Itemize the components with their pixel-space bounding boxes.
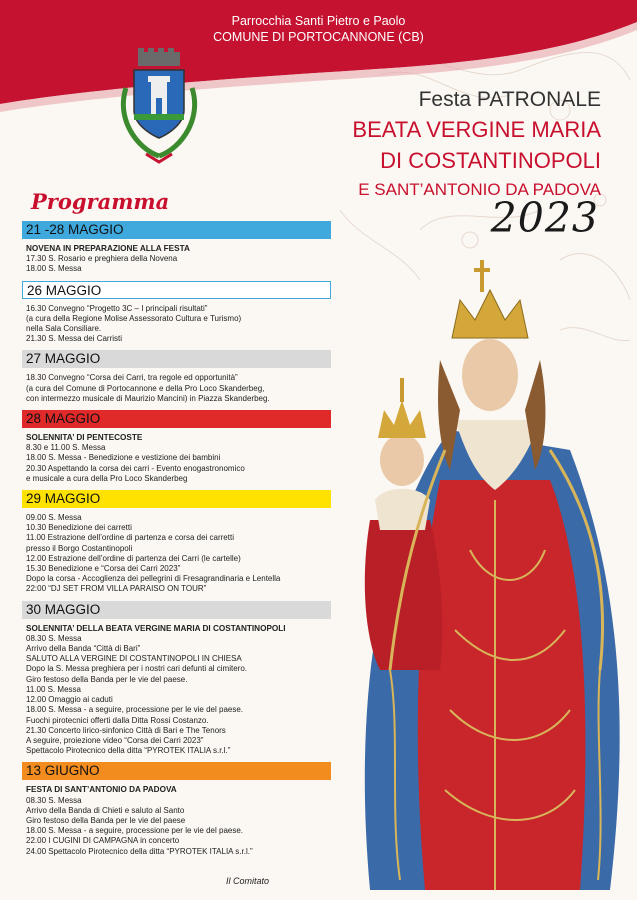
section-subtitle: FESTA DI SANT’ANTONIO DA PADOVA [26, 785, 177, 795]
program-heading: Programma [31, 189, 170, 214]
program-line: Giro festoso della Banda per le vie del paese [26, 815, 186, 825]
program-line: Dopo la S. Messa preghiera per i nostri cari defunti al cimitero. [26, 664, 247, 674]
program-line: e musicale a cura della Pro Loco Skanderbeg [26, 473, 188, 483]
program-line: 08.30 S. Messa [26, 633, 82, 643]
section-body [26, 299, 331, 345]
section-body [26, 428, 331, 484]
program-line: 8.30 e 11.00 S. Messa [26, 443, 106, 453]
program-line: 11.00 Estrazione dell’ordine di partenza e corsa dei carretti [26, 533, 234, 543]
section-date-bar: 30 MAGGIO [22, 601, 331, 619]
program-line: 18.30 Convegno “Corsa dei Carri, tra regole ed opportunità” [26, 373, 238, 383]
program-line: Arrivo della Banda “Città di Bari” [26, 644, 141, 654]
program-line: 18.00 S. Messa - a seguire, processione per le vie del paese. [26, 705, 244, 715]
program-line: SALUTO ALLA VERGINE DI COSTANTINOPOLI IN CHIESA [26, 654, 242, 664]
program-line: presso il Borgo Costantinopoli [26, 543, 133, 553]
program-line: 12.00 Omaggio ai caduti [26, 695, 113, 705]
program-line: 24.00 Spettacolo Pirotecnico della ditta “PYROTEK ITALIA s.r.l.” [26, 846, 253, 856]
section-body [26, 508, 331, 595]
section-body [26, 780, 331, 856]
section-date-bar: 27 MAGGIO [22, 350, 331, 368]
section-date-bar: 21 -28 MAGGIO [22, 221, 331, 239]
program-line: 22.00 I CUGINI DI CAMPAGNA in concerto [26, 836, 180, 846]
program-line: 18.00 S. Messa - Benedizione e vestizione dei bambini [26, 453, 221, 463]
program-line: 18.00 S. Messa [26, 264, 82, 274]
comune-name: COMUNE DI PORTOCANNONE (CB) [213, 30, 424, 44]
program-line: 15.30 Benedizione e “Corsa dei Carri 2023” [26, 564, 181, 574]
section-date-bar: 28 MAGGIO [22, 410, 331, 428]
program-line: (a cura della Regione Molise Assessorato Cultura e Turismo) [26, 313, 242, 323]
program-line: nella Sala Consiliare. [26, 324, 102, 334]
title-santantonio: E SANT’ANTONIO DA PADOVA [358, 180, 601, 199]
section-subtitle: NOVENA IN PREPARAZIONE ALLA FESTA [26, 244, 190, 253]
signature: Il Comitato [226, 876, 270, 886]
program-line: 09.00 S. Messa [26, 513, 82, 523]
program-line: Giro festoso della Banda per le vie del paese. [26, 674, 188, 684]
program-section [26, 281, 331, 345]
section-date-bar: 29 MAGGIO [22, 490, 331, 508]
program-section [26, 221, 331, 275]
program-line: 21.30 S. Messa dei Carristi [26, 334, 123, 344]
madonna-statue-illustration [330, 250, 637, 900]
program-line: 08.30 S. Messa [26, 795, 82, 805]
title-beata: BEATA VERGINE MARIA [352, 117, 601, 142]
program-line: 21.30 Concerto lirico-sinfonico Città di Bari e The Tenors [26, 725, 226, 735]
program-line: 10.30 Benedizione dei carretti [26, 523, 132, 533]
program-line: Dopo la corsa - Accoglienza dei pellegrini di Fresagrandinaria e Lentella [26, 574, 281, 584]
program-line: 16.30 Convegno “Progetto 3C – I principali risultati” [26, 303, 208, 313]
program-line: 20.30 Aspettando la corsa dei carri - Evento enogastronomico [26, 463, 245, 473]
program-line: 11.00 S. Messa [26, 684, 81, 694]
section-subtitle: SOLENNITA’ DELLA BEATA VERGINE MARIA DI COSTANTINOPOLI [26, 623, 286, 633]
program-line: 22:00 “DJ SET FROM VILLA PARAISO ON TOUR” [26, 584, 207, 594]
program-line: A seguire, proiezione video “Corsa dei Carri 2023” [26, 735, 204, 745]
program-section [26, 601, 331, 757]
section-body [26, 239, 331, 275]
section-subtitle: SOLENNITA’ DI PENTECOSTE [26, 433, 143, 443]
portocannone-coat-of-arms-icon [116, 48, 202, 168]
program-line: (a cura del Comune di Portocannone e della Pro Loco Skanderbeg, [26, 383, 265, 393]
program-line: 17.30 S. Rosario e preghiera della Novena [26, 254, 178, 264]
program-section [26, 350, 331, 404]
program-line: con intermezzo musicale di Maurizio Mancini) in Piazza Skanderbeg. [26, 393, 270, 403]
title-festa: Festa PATRONALE [418, 88, 601, 111]
program-list [26, 221, 331, 863]
parish-name: Parrocchia Santi Pietro e Paolo [231, 14, 406, 28]
section-body [26, 619, 331, 757]
program-line: Arrivo della Banda di Chieti e saluto al Santo [26, 805, 185, 815]
section-date-bar: 26 MAGGIO [22, 281, 331, 299]
program-line: Spettacolo Pirotecnico della ditta “PYROTEK ITALIA s.r.l.” [26, 746, 231, 756]
section-body [26, 368, 331, 404]
program-line: 12.00 Estrazione dell’ordine di partenza dei Carri (le cartelle) [26, 553, 241, 563]
program-line: Fuochi pirotecnici offerti dalla Ditta Rossi Costanzo. [26, 715, 209, 725]
program-section [26, 490, 331, 595]
program-section [26, 410, 331, 484]
title-year: 2023 [490, 194, 599, 242]
program-section [26, 762, 331, 856]
program-line: 18.00 S. Messa - a seguire, processione per le vie del paese. [26, 826, 244, 836]
title-costantinopoli: DI COSTANTINOPOLI [380, 148, 601, 173]
section-date-bar: 13 GIUGNO [22, 762, 331, 780]
